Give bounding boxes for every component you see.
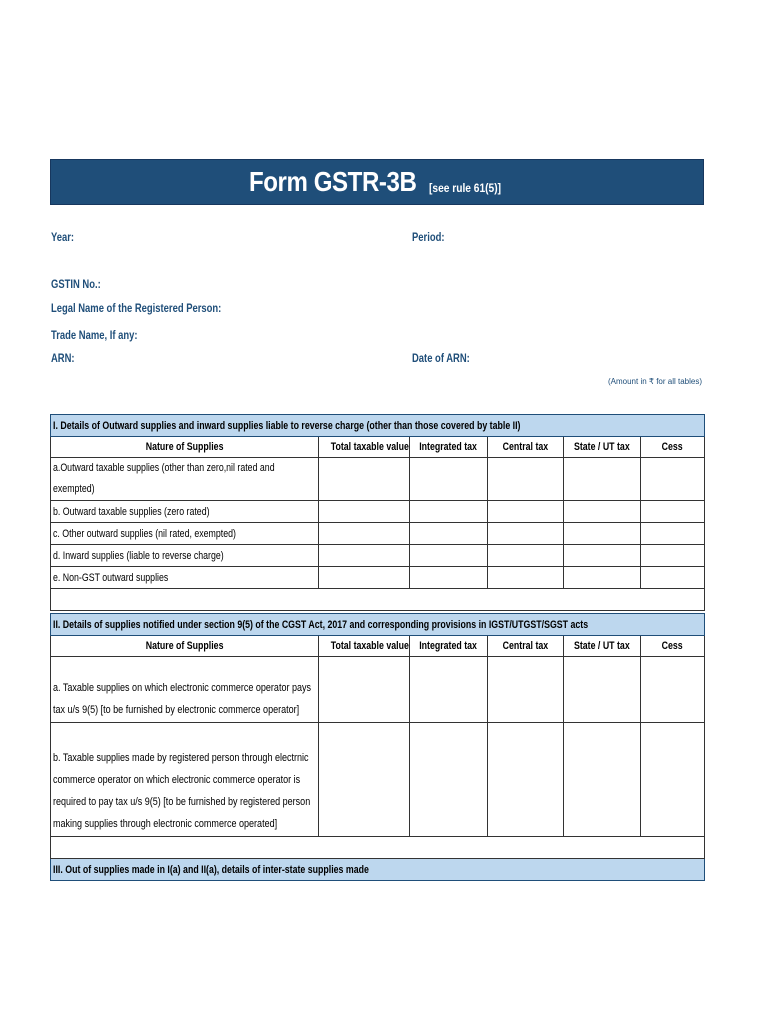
input-cell[interactable] bbox=[319, 458, 410, 501]
gstin-label: GSTIN No.: bbox=[51, 279, 101, 291]
table-row bbox=[51, 545, 705, 567]
spacer-row bbox=[51, 589, 705, 611]
row-label: e. Non-GST outward supplies bbox=[53, 571, 169, 584]
input-cell[interactable] bbox=[410, 458, 488, 501]
input-cell[interactable] bbox=[488, 545, 564, 567]
section1-table bbox=[50, 414, 705, 611]
row-label: c. Other outward supplies (nil rated, exempted) bbox=[53, 527, 236, 540]
trade-name-label: Trade Name, If any: bbox=[51, 330, 138, 342]
input-cell[interactable] bbox=[488, 567, 564, 589]
input-cell[interactable] bbox=[641, 545, 705, 567]
input-cell[interactable] bbox=[410, 567, 488, 589]
input-cell[interactable] bbox=[564, 657, 641, 723]
col-integrated-tax: Integrated tax bbox=[419, 441, 478, 453]
input-cell[interactable] bbox=[564, 523, 641, 545]
input-cell[interactable] bbox=[564, 723, 641, 837]
form-title: Form GSTR-3B bbox=[249, 166, 417, 197]
input-cell[interactable] bbox=[488, 723, 564, 837]
input-cell[interactable] bbox=[319, 545, 410, 567]
row-label: b. Outward taxable supplies (zero rated) bbox=[53, 505, 210, 518]
section2-heading: II. Details of supplies notified under section 9(5) of the CGST Act, 2017 and corresponding provisions in IGST/UTGST/SGST acts bbox=[53, 618, 589, 631]
input-cell[interactable] bbox=[564, 501, 641, 523]
input-cell[interactable] bbox=[488, 501, 564, 523]
input-cell[interactable] bbox=[488, 523, 564, 545]
section2-table bbox=[50, 613, 705, 881]
input-cell[interactable] bbox=[319, 567, 410, 589]
section2-heading-row bbox=[51, 614, 705, 636]
input-cell[interactable] bbox=[488, 458, 564, 501]
row-label-line: tax u/s 9(5) [to be furnished by electronic commerce operator] bbox=[53, 704, 300, 716]
input-cell[interactable] bbox=[410, 723, 488, 837]
table-row bbox=[51, 657, 705, 723]
row-label-line: a. Taxable supplies on which electronic commerce operator pays bbox=[53, 682, 312, 694]
col-central-tax: Central tax bbox=[502, 441, 549, 453]
row-label-line: commerce operator on which electronic commerce operator is bbox=[53, 774, 301, 786]
input-cell[interactable] bbox=[641, 458, 705, 501]
input-cell[interactable] bbox=[488, 657, 564, 723]
row-label-line: making supplies through electronic commerce operated] bbox=[53, 818, 278, 830]
section1-heading: I. Details of Outward supplies and inward supplies liable to reverse charge (other than those covered by table II) bbox=[53, 419, 521, 432]
table-row bbox=[51, 723, 705, 837]
col-central-tax: Central tax bbox=[502, 640, 549, 652]
input-cell[interactable] bbox=[564, 545, 641, 567]
input-cell[interactable] bbox=[410, 545, 488, 567]
row-label-line: required to pay tax u/s 9(5) [to be furnished by registered person bbox=[53, 796, 311, 808]
row-label: d. Inward supplies (liable to reverse charge) bbox=[53, 549, 224, 562]
col-state-ut-tax: State / UT tax bbox=[574, 441, 630, 453]
row-label: a.Outward taxable supplies (other than zero,nil rated and bbox=[53, 462, 275, 474]
spacer-row bbox=[51, 837, 705, 859]
input-cell[interactable] bbox=[410, 523, 488, 545]
input-cell[interactable] bbox=[641, 501, 705, 523]
input-cell[interactable] bbox=[319, 501, 410, 523]
arn-label: ARN: bbox=[51, 353, 75, 365]
col-total-taxable-value: Total taxable value bbox=[330, 640, 409, 652]
col-nature-of-supplies: Nature of Supplies bbox=[145, 441, 224, 453]
col-integrated-tax: Integrated tax bbox=[419, 640, 478, 652]
period-label: Period: bbox=[412, 232, 445, 244]
year-label: Year: bbox=[51, 232, 75, 244]
col-state-ut-tax: State / UT tax bbox=[574, 640, 630, 652]
amount-note: (Amount in ₹ for all tables) bbox=[607, 377, 702, 386]
table-row bbox=[51, 501, 705, 523]
form-rule-reference: [see rule 61(5)] bbox=[429, 181, 501, 195]
date-of-arn-label: Date of ARN: bbox=[412, 353, 470, 365]
input-cell[interactable] bbox=[564, 567, 641, 589]
input-cell[interactable] bbox=[641, 723, 705, 837]
section3-heading: III. Out of supplies made in I(a) and II(a), details of inter-state supplies made bbox=[53, 863, 369, 876]
col-cess: Cess bbox=[661, 640, 684, 652]
input-cell[interactable] bbox=[319, 657, 410, 723]
row-label-line: b. Taxable supplies made by registered person through electrnic bbox=[53, 752, 309, 764]
table-row bbox=[51, 458, 705, 501]
col-cess: Cess bbox=[662, 441, 684, 453]
input-cell[interactable] bbox=[641, 523, 705, 545]
form-title-bar bbox=[50, 159, 704, 205]
col-nature-of-supplies: Nature of Supplies bbox=[145, 640, 224, 652]
section2-column-headers bbox=[51, 636, 705, 657]
table-row bbox=[51, 567, 705, 589]
row-label-continued: exempted) bbox=[53, 483, 95, 495]
input-cell[interactable] bbox=[410, 657, 488, 723]
input-cell[interactable] bbox=[319, 523, 410, 545]
section1-column-headers bbox=[51, 437, 705, 458]
section3-heading-row bbox=[51, 859, 705, 881]
input-cell[interactable] bbox=[319, 723, 410, 837]
section1-heading-row bbox=[51, 415, 705, 437]
input-cell[interactable] bbox=[641, 657, 705, 723]
table-row bbox=[51, 523, 705, 545]
input-cell[interactable] bbox=[410, 501, 488, 523]
input-cell[interactable] bbox=[564, 458, 641, 501]
input-cell[interactable] bbox=[641, 567, 705, 589]
legal-name-label: Legal Name of the Registered Person: bbox=[51, 303, 222, 315]
col-total-taxable-value: Total taxable value bbox=[330, 441, 409, 453]
